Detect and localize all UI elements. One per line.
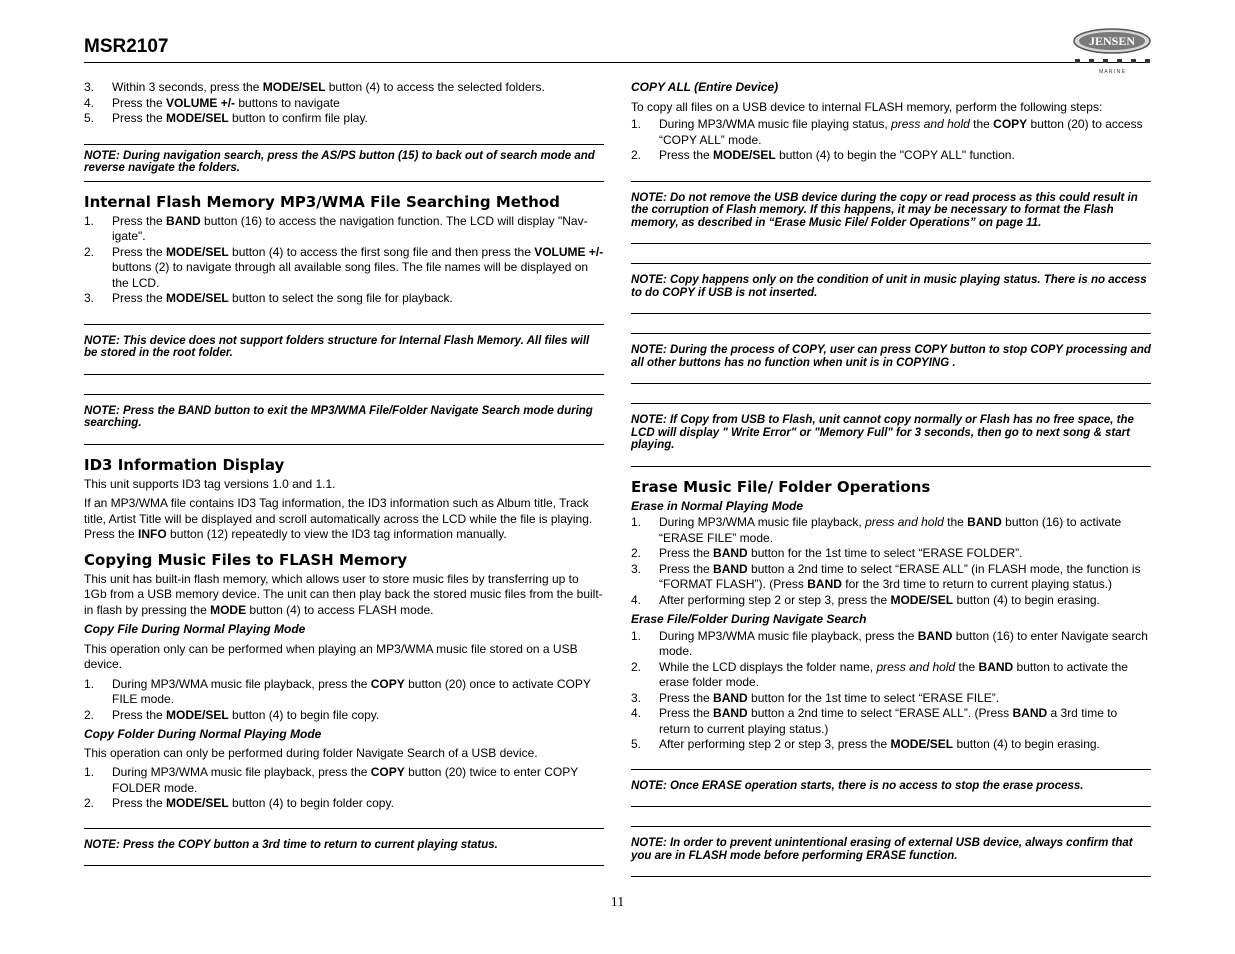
flash-search-heading: Internal Flash Memory MP3/WMA File Searching Method bbox=[84, 192, 560, 211]
note-write-error: NOTE: If Copy from USB to Flash, unit cannot copy normally or Flash has no free space, the LCD will display " Write Error" or "Memory Full" for 3 seconds, then go to next song & start playing. bbox=[631, 403, 1151, 467]
note-erase-no-stop: NOTE: Once ERASE operation starts, there is no access to stop the erase process. bbox=[631, 769, 1151, 808]
flash-search-steps bbox=[84, 214, 604, 307]
list-item: 1. During MP3/WMA music file playback, press the COPY button (20) twice to enter COPY FOLDER mode. bbox=[84, 765, 578, 795]
copy-file-steps bbox=[84, 677, 604, 724]
copy-flash-paragraph: This unit has built-in flash memory, which allows user to store music files by transferring up to 1Gb from a USB memory device. The unit can then play back the stored music files from the built-in flash by pressing the MODE button (4) to access FLASH mode. bbox=[84, 571, 603, 617]
note-do-not-remove-usb: NOTE: Do not remove the USB device during the copy or read process as this could result in the corruption of Flash memory. If this happens, it may be necessary to format the Flash memory, as described in “Erase Music File/ Folder Operations” on page 11. bbox=[631, 181, 1151, 245]
list-item: 3. Within 3 seconds, press the MODE/SEL button (4) to access the selected folders. bbox=[84, 80, 545, 94]
list-item: 1. During MP3/WMA music file playback, press and hold the BAND button (16) to activate “ERASE FILE” mode. bbox=[631, 515, 1122, 545]
erase-normal-subheading: Erase in Normal Playing Mode bbox=[631, 498, 804, 513]
id3-paragraph-1: This unit supports ID3 tag versions 1.0 and 1.1. bbox=[84, 476, 336, 491]
note-navigation: NOTE: During navigation search, press the AS/PS button (15) to back out of search mode and reverse navigate the folders. bbox=[84, 144, 604, 182]
note-copy-third-time: NOTE: Press the COPY button a 3rd time to return to current playing status. bbox=[84, 828, 604, 867]
note-folders-structure: NOTE: This device does not support folders structure for Internal Flash Memory. All files will be stored in the root folder. bbox=[84, 324, 604, 375]
copy-file-subheading: Copy File During Normal Playing Mode bbox=[84, 622, 306, 636]
logo-text: JENSEN bbox=[1088, 34, 1136, 48]
list-item: 2. Press the MODE/SEL button (4) to begin the "COPY ALL" function. bbox=[631, 148, 1015, 162]
note-copy-condition: NOTE: Copy happens only on the condition of unit in music playing status. There is no access to do COPY if USB is not inserted. bbox=[631, 263, 1151, 314]
left-column bbox=[84, 80, 604, 866]
navigate-steps-list bbox=[84, 80, 604, 127]
copy-file-paragraph: This operation only can be performed when playing an MP3/WMA music file stored on a USB device. bbox=[84, 641, 578, 671]
note-prevent-erase: NOTE: In order to prevent unintentional erasing of external USB device, always confirm that you are in FLASH mode before performing ERASE function. bbox=[631, 826, 1151, 877]
list-item: 2. Press the MODE/SEL button (4) to begin file copy. bbox=[84, 707, 380, 722]
logo-tagline: M A R I N E bbox=[1099, 69, 1125, 75]
list-item: 2. Press the MODE/SEL button (4) to access the first song file and then press the VOLUME +/- buttons (2) to navigate through all available song files. The file names will be displayed on the LCD. bbox=[84, 244, 604, 290]
list-item: 5. After performing step 2 or step 3, press the MODE/SEL button (4) to begin erasing. bbox=[631, 737, 1100, 751]
list-item: 3. Press the BAND button a 2nd time to select “ERASE ALL” (in FLASH mode, the function is “FORMAT FLASH”). (Press BAND for the 3rd time to return to current playing status.) bbox=[631, 561, 1141, 591]
copy-folder-subheading: Copy Folder During Normal Playing Mode bbox=[84, 727, 322, 741]
copy-flash-heading: Copying Music Files to FLASH Memory bbox=[84, 550, 408, 569]
note-stop-copy: NOTE: During the process of COPY, user can press COPY button to stop COPY processing and all other buttons has no function when unit is in COPYING . bbox=[631, 333, 1151, 384]
jensen-logo bbox=[1072, 27, 1152, 75]
list-item: 3. Press the MODE/SEL button to select the song file for playback. bbox=[84, 291, 453, 305]
list-item: 2. Press the MODE/SEL button (4) to begin folder copy. bbox=[84, 796, 394, 810]
list-item: 1. During MP3/WMA music file playback, press the COPY button (20) once to activate COPY FILE mode. bbox=[84, 676, 591, 706]
copy-folder-steps bbox=[84, 765, 604, 812]
erase-nav-subheading: Erase File/Folder During Navigate Search bbox=[631, 612, 867, 626]
list-item: 2. Press the BAND button for the 1st time to select “ERASE FOLDER”. bbox=[631, 546, 1023, 560]
note-band-exit: NOTE: Press the BAND button to exit the MP3/WMA File/Folder Navigate Search mode during searching. bbox=[84, 394, 604, 445]
model-title: MSR2107 bbox=[84, 36, 169, 57]
erase-nav-steps bbox=[631, 629, 1151, 753]
page-number: 11 bbox=[610, 895, 625, 910]
erase-normal-steps bbox=[631, 515, 1151, 608]
copy-all-steps bbox=[631, 117, 1151, 164]
id3-paragraph-2: If an MP3/WMA file contains ID3 Tag information, the ID3 information such as Album title, Track title, Artist Title will be displayed and scroll automatically across the LCD while the file is playing. Press the INFO button (12) repeatedly to view the ID3 tag information manually. bbox=[84, 496, 593, 541]
list-item: 4. Press the BAND button a 2nd time to select “ERASE ALL”. (Press BAND a 3rd time to return to current playing status.) bbox=[631, 706, 1118, 736]
list-item: 3. Press the BAND button for the 1st time to select “ERASE FILE”. bbox=[631, 690, 1000, 705]
list-item: 2. While the LCD displays the folder name, press and hold the BAND button to activate the erase folder mode. bbox=[631, 659, 1128, 689]
list-item: 5. Press the MODE/SEL button to confirm file play. bbox=[84, 111, 368, 125]
list-item: 4. After performing step 2 or step 3, press the MODE/SEL button (4) to begin erasing. bbox=[631, 592, 1100, 607]
right-column bbox=[631, 80, 1151, 877]
copy-all-subheading: COPY ALL (Entire Device) bbox=[631, 80, 779, 94]
list-item: 1. During MP3/WMA music file playback, press the BAND button (16) to enter Navigate search mode. bbox=[631, 628, 1148, 658]
erase-heading: Erase Music File/ Folder Operations bbox=[631, 477, 931, 496]
list-item: 1. Press the BAND button (16) to access the navigation function. The LCD will display "Nav-igate". bbox=[84, 213, 588, 243]
list-item: 1. During MP3/WMA music file playing status, press and hold the COPY button (20) to access “COPY ALL” mode. bbox=[631, 117, 1143, 147]
list-item: 4. Press the VOLUME +/- buttons to navigate bbox=[84, 95, 340, 110]
copy-folder-paragraph: This operation can only be performed during folder Navigate Search of a USB device. bbox=[84, 745, 538, 760]
header-rule bbox=[84, 62, 1150, 63]
id3-heading: ID3 Information Display bbox=[84, 455, 285, 474]
copy-all-paragraph: To copy all files on a USB device to internal FLASH memory, perform the following steps: bbox=[631, 99, 1103, 114]
